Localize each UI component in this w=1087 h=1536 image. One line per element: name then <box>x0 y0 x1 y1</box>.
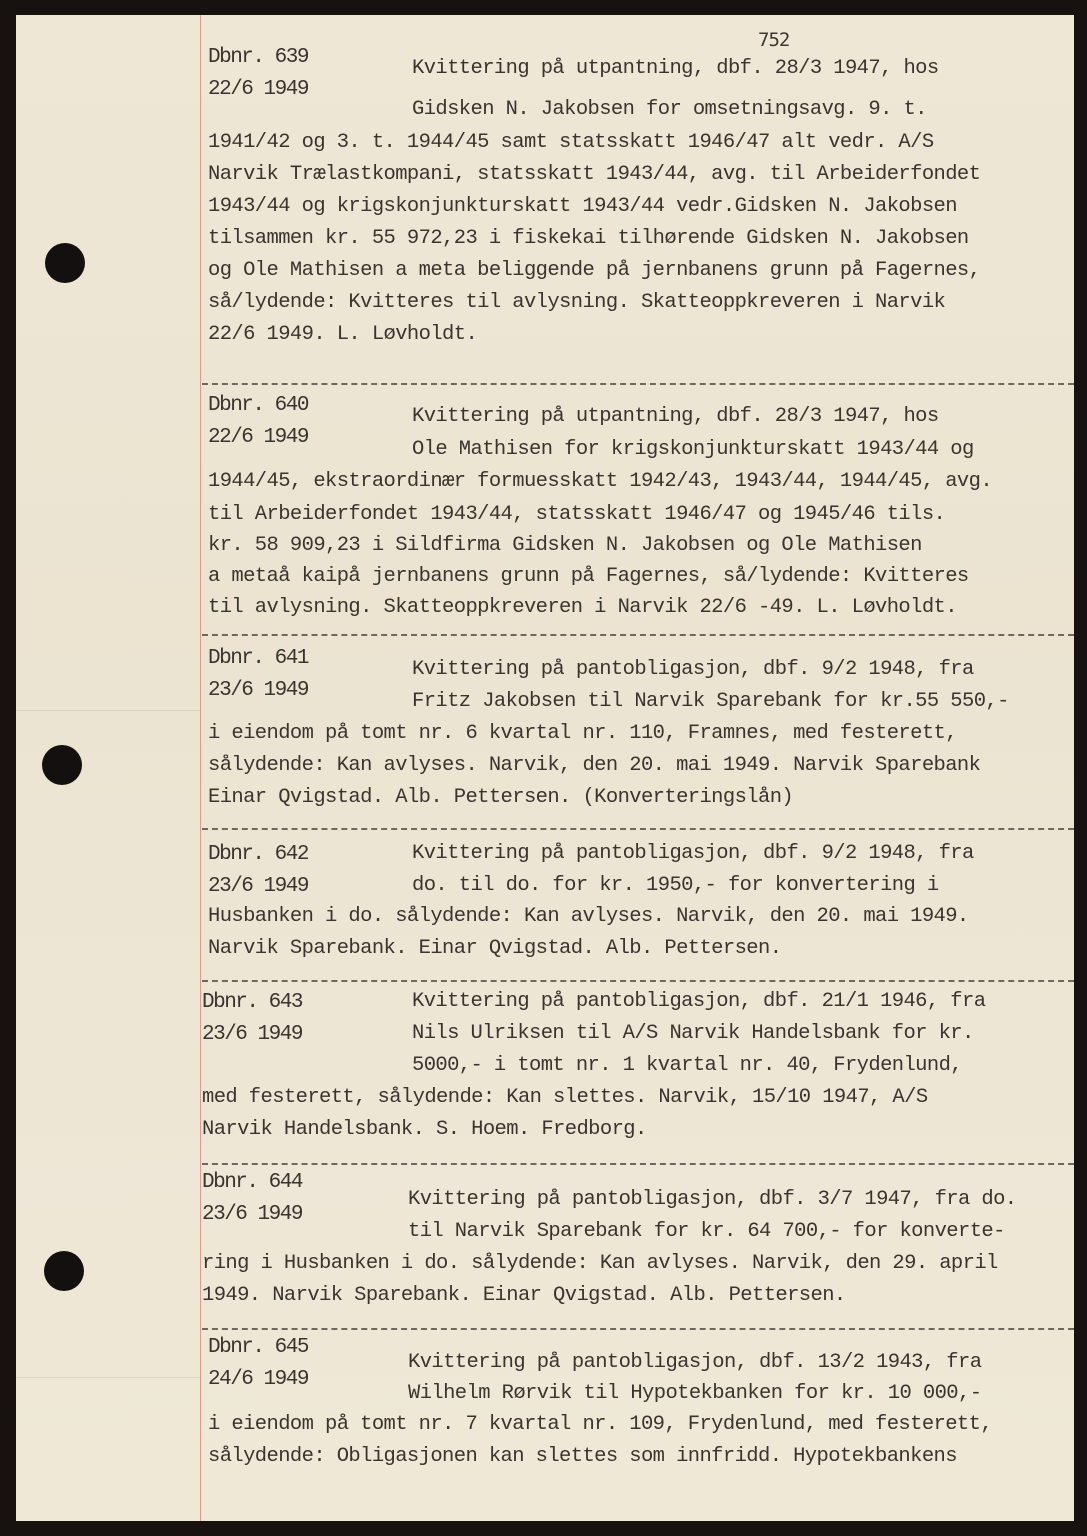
entry-separator <box>202 634 1074 636</box>
page-number: 752 <box>758 29 790 51</box>
entry-line: Kvittering på pantobligasjon, dbf. 13/2 1943, fra <box>408 1351 982 1374</box>
fold-line <box>16 710 200 711</box>
entry-line: Kvittering på pantobligasjon, dbf. 9/2 1948, fra <box>412 842 974 865</box>
entry-date: 23/6 1949 <box>208 679 308 702</box>
entry-date: 23/6 1949 <box>202 1023 302 1046</box>
entry-line: Narvik Sparebank. Einar Qvigstad. Alb. Pettersen. <box>208 937 782 960</box>
entry-separator <box>202 980 1074 982</box>
entry-line: Kvittering på utpantning, dbf. 28/3 1947, hos <box>412 57 939 80</box>
entry-line: 1949. Narvik Sparebank. Einar Qvigstad. Alb. Pettersen. <box>202 1284 846 1307</box>
entry-line: sålydende: Kan avlyses. Narvik, den 20. mai 1949. Narvik Sparebank <box>208 754 981 777</box>
entry-date: 23/6 1949 <box>202 1203 302 1226</box>
entry-separator <box>202 828 1074 830</box>
entry-line: sålydende: Obligasjonen kan slettes som innfridd. Hypotekbankens <box>208 1445 957 1468</box>
entry-line: Fritz Jakobsen til Narvik Sparebank for kr.55 550,- <box>412 690 1009 713</box>
entry-date: 24/6 1949 <box>208 1368 308 1391</box>
punch-hole-icon <box>44 1251 84 1291</box>
entry-ref: Dbnr. 643 <box>202 991 302 1014</box>
entry-ref: Dbnr. 641 <box>208 647 308 670</box>
entry-line: 1941/42 og 3. t. 1944/45 samt statsskatt 1946/47 alt vedr. A/S <box>208 131 934 154</box>
margin-line <box>200 15 201 1521</box>
entry-separator <box>202 1328 1074 1330</box>
punch-hole-icon <box>42 745 82 785</box>
entry-line: a metaå kaipå jernbanens grunn på Fagernes, så/lydende: Kvitteres <box>208 565 969 588</box>
entry-line: i eiendom på tomt nr. 6 kvartal nr. 110, Framnes, med festerett, <box>208 722 957 745</box>
entry-ref: Dbnr. 640 <box>208 394 308 417</box>
entry-line: i eiendom på tomt nr. 7 kvartal nr. 109, Frydenlund, med festerett, <box>208 1413 993 1436</box>
entry-line: ring i Husbanken i do. sålydende: Kan avlyses. Narvik, den 29. april <box>202 1252 998 1275</box>
entry-line: til avlysning. Skatteoppkreveren i Narvik 22/6 -49. L. Løvholdt. <box>208 596 957 619</box>
entry-line: tilsammen kr. 55 972,23 i fiskekai tilhørende Gidsken N. Jakobsen <box>208 227 969 250</box>
entry-ref: Dbnr. 642 <box>208 843 308 866</box>
fold-line <box>16 1377 200 1378</box>
entry-line: Einar Qvigstad. Alb. Pettersen. (Konverteringslån) <box>208 786 794 809</box>
entry-line: Nils Ulriksen til A/S Narvik Handelsbank for kr. <box>412 1022 974 1045</box>
entry-line: Kvittering på pantobligasjon, dbf. 9/2 1948, fra <box>412 658 974 681</box>
entry-line: med festerett, sålydende: Kan slettes. Narvik, 15/10 1947, A/S <box>202 1086 928 1109</box>
entry-line: så/lydende: Kvitteres til avlysning. Skatteoppkreveren i Narvik <box>208 291 946 314</box>
entry-line: Kvittering på pantobligasjon, dbf. 3/7 1947, fra do. <box>408 1188 1017 1211</box>
entry-line: 22/6 1949. L. Løvholdt. <box>208 323 478 346</box>
entry-separator <box>202 383 1074 385</box>
entry-line: 1944/45, ekstraordinær formuesskatt 1942/43, 1943/44, 1944/45, avg. <box>208 470 993 493</box>
punch-hole-icon <box>45 243 85 283</box>
entry-line: kr. 58 909,23 i Sildfirma Gidsken N. Jakobsen og Ole Mathisen <box>208 534 922 557</box>
entry-date: 22/6 1949 <box>208 78 308 101</box>
entry-line: Gidsken N. Jakobsen for omsetningsavg. 9. t. <box>412 98 927 121</box>
entry-line: 1943/44 og krigskonjunkturskatt 1943/44 vedr.Gidsken N. Jakobsen <box>208 195 957 218</box>
entry-date: 23/6 1949 <box>208 875 308 898</box>
entry-line: til Narvik Sparebank for kr. 64 700,- for konverte- <box>408 1220 1005 1243</box>
entry-line: Kvittering på pantobligasjon, dbf. 21/1 1946, fra <box>412 990 986 1013</box>
entry-line: Wilhelm Rørvik til Hypotekbanken for kr. 10 000,- <box>408 1382 982 1405</box>
entry-separator <box>202 1163 1074 1165</box>
entry-line: Ole Mathisen for krigskonjunkturskatt 1943/44 og <box>412 438 974 461</box>
entry-date: 22/6 1949 <box>208 426 308 449</box>
entry-ref: Dbnr. 639 <box>208 46 308 69</box>
document-page <box>16 15 1074 1521</box>
entry-line: do. til do. for kr. 1950,- for konvertering i <box>412 874 939 897</box>
entry-ref: Dbnr. 645 <box>208 1336 308 1359</box>
entry-line: til Arbeiderfondet 1943/44, statsskatt 1946/47 og 1945/46 tils. <box>208 503 946 526</box>
entry-line: 5000,- i tomt nr. 1 kvartal nr. 40, Frydenlund, <box>412 1054 962 1077</box>
entry-line: Narvik Handelsbank. S. Hoem. Fredborg. <box>202 1118 647 1141</box>
entry-line: Kvittering på utpantning, dbf. 28/3 1947, hos <box>412 405 939 428</box>
entry-line: Narvik Trælastkompani, statsskatt 1943/44, avg. til Arbeiderfondet <box>208 163 981 186</box>
entry-ref: Dbnr. 644 <box>202 1171 302 1194</box>
entry-line: og Ole Mathisen a meta beliggende på jernbanens grunn på Fagernes, <box>208 259 981 282</box>
entry-line: Husbanken i do. sålydende: Kan avlyses. Narvik, den 20. mai 1949. <box>208 905 969 928</box>
